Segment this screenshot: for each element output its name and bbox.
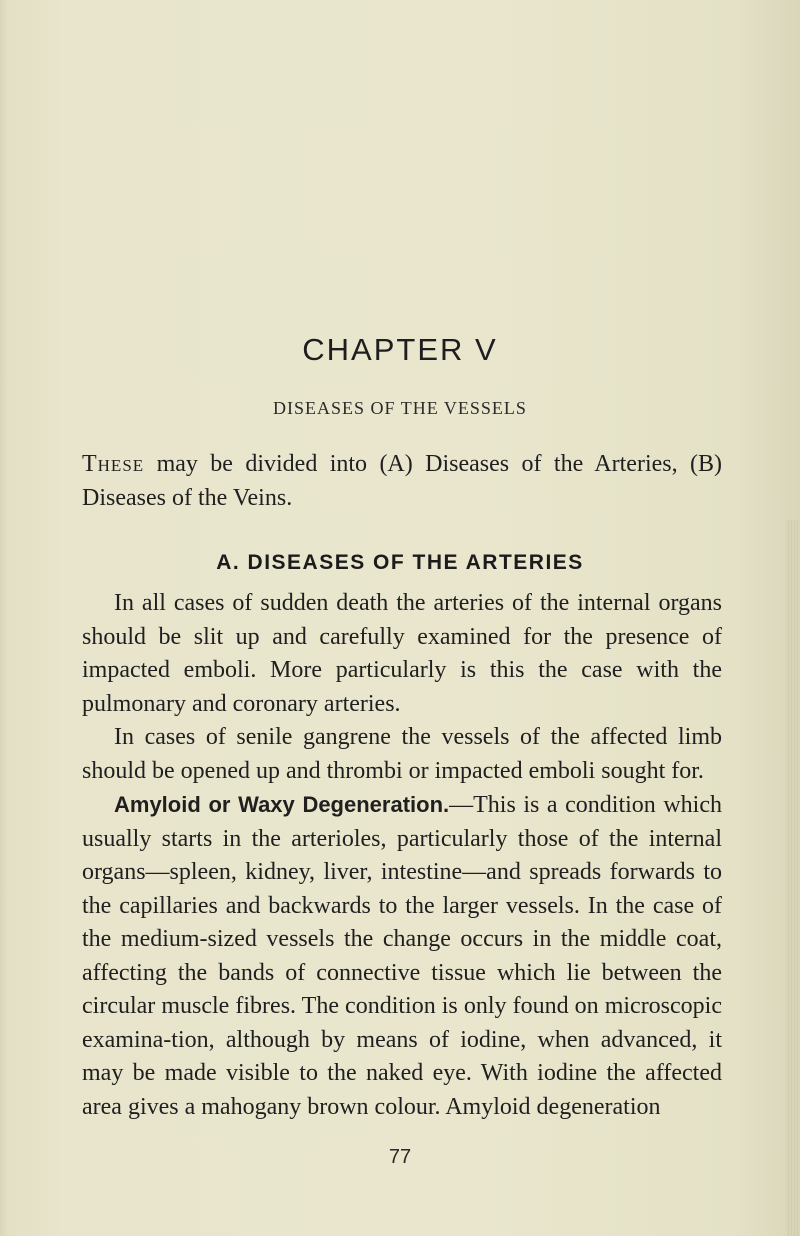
intro-paragraph [82,448,722,515]
section-heading-arteries: A. DISEASES OF THE ARTERIES [216,551,584,574]
page-number: 77 [388,1146,412,1168]
amyloid-run-head: Amyloid or Waxy Degeneration. [114,792,450,817]
paragraph-senile-gangrene: In cases of senile gangrene the vessels of the affected limb should be opened up and thrombi or impacted emboli sought for. [82,724,722,784]
chapter-title: CHAPTER V [302,332,498,367]
paragraph-amyloid [82,788,722,1124]
arteries-body [82,587,722,1124]
page-edge-left [0,0,8,1236]
page-edge-right [786,520,800,1236]
amyloid-text: —This is a condition which usually starts in the arterioles, particularly those of the internal organs—spleen, kidney, liver, intestine—and spreads forwards to the capillaries and backwards to the larger vessels. In the case of the medium-sized vessels the change occurs in the middle coat, affecting the bands of connective tissue which lie between the circular muscle fibres. The condition is only found on microscopic examina-tion, although by means of iodine, when advanced, it may be made visible to the naked eye. With iodine the affected area gives a mahogany brown colour. Amyloid degeneration [82,792,722,1120]
intro-text: may be divided into (A) Diseases of the Arteries, (B) Diseases of the Veins. [82,451,722,511]
paragraph-sudden-death: In all cases of sudden death the arteries of the internal organs should be slit up and carefully examined for the presence of impacted emboli. More particularly is this the case with the pulmonary and coronary arteries. [82,590,722,717]
chapter-subtitle: DISEASES OF THE VESSELS [273,398,527,418]
intro-lead-word: These [82,451,145,477]
